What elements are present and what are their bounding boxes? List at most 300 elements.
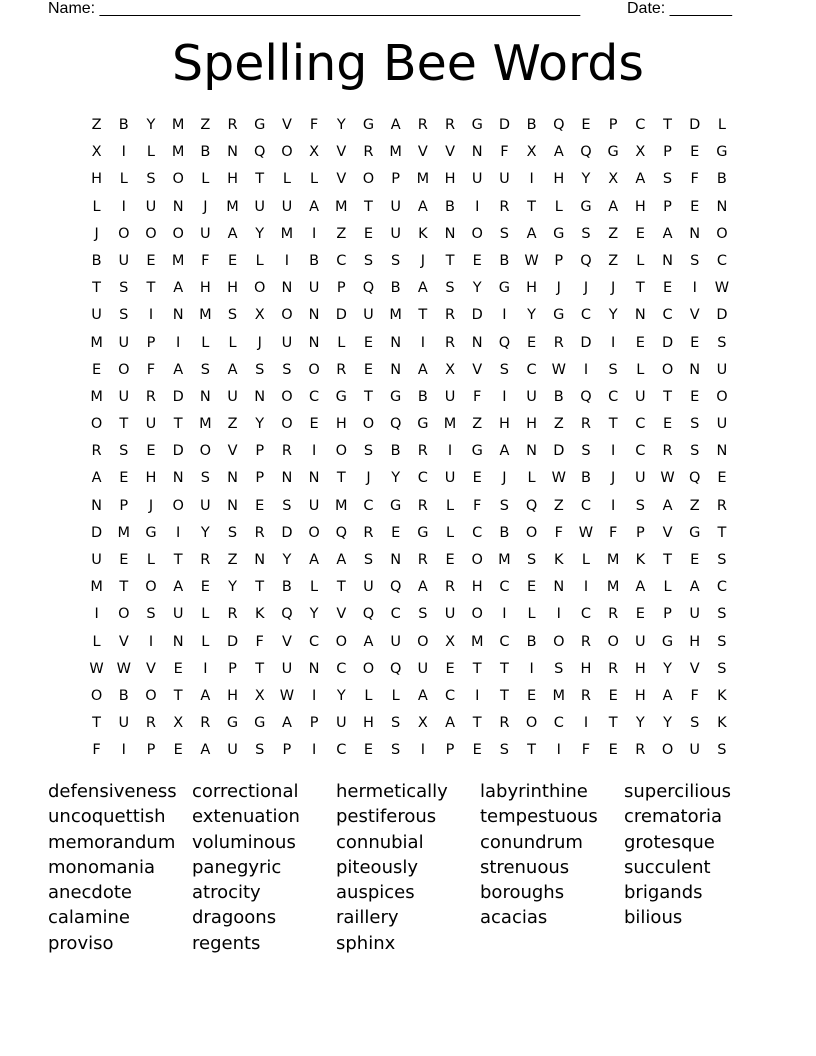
grid-letter[interactable]: D (661, 334, 674, 351)
grid-letter[interactable]: E (472, 742, 482, 759)
grid-letter[interactable]: L (310, 171, 319, 188)
grid-letter[interactable]: V (336, 606, 347, 623)
grid-letter[interactable]: U (227, 388, 238, 405)
grid-letter[interactable]: T (255, 171, 265, 188)
grid-letter[interactable]: O (118, 606, 130, 623)
grid-letter[interactable]: M (199, 307, 212, 324)
grid-letter[interactable]: C (363, 497, 374, 514)
grid-letter[interactable]: E (146, 443, 156, 460)
grid-letter[interactable]: U (526, 388, 537, 405)
grid-letter[interactable]: N (172, 198, 184, 215)
grid-letter[interactable]: M (226, 198, 239, 215)
grid-letter[interactable]: X (254, 307, 265, 324)
grid-letter[interactable]: T (527, 742, 537, 759)
grid-letter[interactable]: T (173, 552, 183, 568)
grid-letter[interactable]: F (309, 117, 319, 133)
grid-letter[interactable]: D (226, 633, 239, 650)
grid-letter[interactable]: P (336, 280, 346, 297)
grid-letter[interactable]: R (254, 524, 265, 541)
grid-letter[interactable]: O (172, 171, 184, 188)
grid-letter[interactable]: Q (389, 416, 402, 433)
grid-letter[interactable]: O (145, 687, 157, 704)
grid-letter[interactable]: Z (472, 416, 483, 433)
grid-letter[interactable]: I (583, 715, 589, 732)
grid-letter[interactable]: F (581, 742, 591, 759)
grid-letter[interactable]: L (391, 687, 400, 704)
grid-letter[interactable]: X (91, 144, 102, 161)
grid-letter[interactable]: Z (553, 497, 564, 514)
grid-letter[interactable]: Z (608, 225, 619, 242)
grid-letter[interactable]: O (281, 144, 293, 161)
grid-letter[interactable]: L (337, 334, 346, 351)
grid-letter[interactable]: C (580, 497, 592, 514)
grid-letter[interactable]: K (554, 552, 564, 568)
grid-letter[interactable]: S (227, 307, 238, 324)
grid-letter[interactable]: R (417, 552, 428, 568)
grid-letter[interactable]: R (227, 606, 238, 623)
grid-letter[interactable]: L (310, 579, 319, 596)
grid-letter[interactable]: C (336, 660, 347, 677)
grid-letter[interactable]: S (635, 497, 645, 514)
grid-letter[interactable]: O (254, 280, 266, 297)
grid-letter[interactable]: T (336, 579, 346, 596)
grid-letter[interactable]: S (717, 742, 727, 759)
grid-letter[interactable]: N (471, 144, 483, 161)
grid-letter[interactable]: U (118, 334, 130, 351)
grid-letter[interactable]: Y (336, 117, 346, 133)
grid-letter[interactable]: B (445, 198, 455, 215)
grid-letter[interactable]: A (417, 687, 428, 704)
grid-letter[interactable]: M (606, 579, 620, 596)
grid-letter[interactable]: E (527, 579, 537, 596)
grid-letter[interactable]: S (200, 361, 210, 378)
grid-letter[interactable]: M (389, 307, 402, 324)
grid-letter[interactable]: T (364, 198, 373, 215)
grid-letter[interactable]: C (662, 307, 673, 324)
grid-letter[interactable]: O (471, 225, 483, 242)
grid-letter[interactable]: F (146, 361, 156, 378)
grid-letter[interactable]: E (92, 361, 102, 378)
grid-letter[interactable]: V (227, 443, 238, 460)
grid-letter[interactable]: C (309, 388, 320, 405)
grid-letter[interactable]: S (391, 252, 401, 269)
grid-letter[interactable]: E (119, 552, 129, 568)
grid-letter[interactable]: R (580, 416, 591, 433)
grid-letter[interactable]: Y (527, 307, 537, 324)
grid-letter[interactable]: U (118, 252, 130, 269)
grid-letter[interactable]: G (607, 144, 619, 161)
grid-letter[interactable]: H (145, 470, 157, 487)
grid-letter[interactable]: T (255, 660, 265, 677)
grid-letter[interactable]: H (444, 171, 456, 188)
grid-letter[interactable]: A (417, 361, 428, 378)
grid-letter[interactable]: M (171, 252, 185, 269)
grid-letter[interactable]: I (502, 307, 507, 324)
grid-letter[interactable]: D (498, 117, 510, 133)
grid-letter[interactable]: C (635, 443, 646, 460)
grid-letter[interactable]: N (254, 552, 266, 568)
grid-letter[interactable]: G (580, 198, 592, 215)
grid-letter[interactable]: P (255, 470, 265, 487)
grid-letter[interactable]: R (608, 606, 619, 623)
grid-letter[interactable]: A (662, 687, 673, 704)
grid-letter[interactable]: S (255, 742, 265, 759)
grid-letter[interactable]: N (172, 633, 184, 650)
grid-letter[interactable]: N (553, 579, 565, 596)
grid-letter[interactable]: H (199, 280, 211, 297)
grid-letter[interactable]: D (91, 524, 103, 541)
grid-letter[interactable]: H (227, 687, 238, 704)
grid-letter[interactable]: H (91, 171, 103, 188)
grid-letter[interactable]: U (390, 225, 401, 242)
grid-letter[interactable]: L (663, 579, 672, 596)
grid-letter[interactable]: B (526, 117, 537, 133)
grid-letter[interactable]: B (91, 252, 102, 269)
grid-letter[interactable]: J (203, 198, 208, 215)
grid-letter[interactable]: Y (200, 524, 210, 541)
grid-letter[interactable]: N (172, 307, 184, 324)
grid-letter[interactable]: J (502, 470, 507, 487)
grid-letter[interactable]: N (444, 225, 456, 242)
grid-letter[interactable]: N (308, 660, 320, 677)
grid-letter[interactable]: L (201, 633, 210, 650)
grid-letter[interactable]: V (336, 144, 347, 161)
grid-letter[interactable]: C (580, 307, 592, 324)
grid-letter[interactable]: D (580, 334, 592, 351)
grid-letter[interactable]: E (635, 225, 645, 242)
grid-letter[interactable]: P (663, 198, 672, 215)
grid-letter[interactable]: Z (227, 552, 238, 568)
grid-letter[interactable]: U (200, 225, 211, 242)
grid-letter[interactable]: S (554, 660, 564, 677)
grid-letter[interactable]: L (527, 470, 536, 487)
grid-letter[interactable]: E (690, 144, 700, 161)
grid-letter[interactable]: S (717, 606, 727, 623)
grid-letter[interactable]: U (118, 715, 130, 732)
grid-letter[interactable]: O (90, 687, 103, 704)
grid-letter[interactable]: S (499, 225, 510, 242)
grid-letter[interactable]: Y (635, 715, 645, 732)
grid-letter[interactable]: H (363, 715, 374, 732)
grid-letter[interactable]: O (308, 361, 320, 378)
grid-letter[interactable]: S (581, 225, 591, 242)
grid-letter[interactable]: B (417, 388, 428, 405)
grid-letter[interactable]: X (635, 144, 646, 161)
grid-letter[interactable]: Y (663, 715, 672, 732)
grid-letter[interactable]: I (475, 198, 480, 215)
grid-letter[interactable]: U (390, 198, 401, 215)
grid-letter[interactable]: K (635, 552, 646, 568)
grid-letter[interactable]: A (390, 117, 401, 133)
grid-letter[interactable]: T (445, 252, 455, 269)
grid-letter[interactable]: C (580, 606, 592, 623)
grid-letter[interactable]: X (526, 144, 537, 161)
grid-letter[interactable]: L (146, 144, 156, 161)
grid-letter[interactable]: R (417, 497, 428, 514)
grid-letter[interactable]: O (145, 579, 157, 596)
grid-letter[interactable]: I (475, 687, 480, 704)
grid-letter[interactable]: A (91, 470, 102, 487)
grid-letter[interactable]: H (553, 171, 565, 188)
grid-letter[interactable]: Q (689, 470, 701, 487)
grid-letter[interactable]: L (146, 552, 156, 568)
grid-letter[interactable]: Z (689, 497, 700, 514)
grid-letter[interactable]: A (363, 633, 374, 650)
grid-letter[interactable]: T (173, 416, 183, 433)
grid-letter[interactable]: G (417, 416, 429, 433)
grid-letter[interactable]: U (335, 715, 347, 732)
grid-letter[interactable]: J (556, 280, 561, 297)
grid-letter[interactable]: A (662, 225, 673, 242)
grid-letter[interactable]: L (445, 524, 455, 541)
grid-letter[interactable]: S (119, 443, 129, 460)
grid-letter[interactable]: S (690, 416, 700, 433)
grid-letter[interactable]: N (634, 307, 646, 324)
grid-letter[interactable]: C (472, 524, 483, 541)
grid-letter[interactable]: T (472, 715, 482, 732)
grid-letter[interactable]: U (635, 388, 646, 405)
grid-letter[interactable]: R (227, 117, 238, 133)
grid-letter[interactable]: E (690, 198, 700, 215)
grid-letter[interactable]: L (717, 117, 726, 133)
grid-letter[interactable]: F (255, 633, 264, 650)
grid-letter[interactable]: B (499, 524, 510, 541)
grid-letter[interactable]: O (281, 307, 293, 324)
grid-letter[interactable]: O (362, 416, 375, 433)
grid-letter[interactable]: M (498, 552, 511, 568)
grid-letter[interactable]: E (227, 252, 238, 269)
grid-letter[interactable]: I (529, 660, 534, 677)
grid-letter[interactable]: S (717, 552, 727, 568)
grid-letter[interactable]: E (445, 660, 455, 677)
grid-letter[interactable]: Q (362, 606, 375, 623)
grid-letter[interactable]: N (91, 497, 103, 514)
grid-letter[interactable]: N (390, 552, 402, 568)
grid-letter[interactable]: C (499, 579, 510, 596)
grid-letter[interactable]: O (281, 388, 293, 405)
grid-letter[interactable]: O (335, 443, 347, 460)
grid-letter[interactable]: E (662, 416, 673, 433)
grid-letter[interactable]: Y (663, 660, 672, 677)
grid-letter[interactable]: X (445, 633, 455, 650)
grid-letter[interactable]: O (172, 225, 184, 242)
grid-letter[interactable]: C (499, 633, 510, 650)
grid-letter[interactable]: W (551, 361, 566, 378)
grid-letter[interactable]: E (146, 252, 156, 269)
grid-letter[interactable]: Y (282, 552, 292, 568)
grid-letter[interactable]: I (692, 280, 697, 297)
grid-letter[interactable]: E (363, 334, 374, 351)
grid-letter[interactable]: O (362, 171, 375, 188)
grid-letter[interactable]: N (308, 334, 320, 351)
grid-letter[interactable]: V (689, 307, 700, 324)
grid-letter[interactable]: O (199, 443, 212, 460)
grid-letter[interactable]: I (583, 579, 589, 596)
grid-letter[interactable]: U (308, 497, 320, 514)
grid-letter[interactable]: L (228, 334, 237, 351)
grid-letter[interactable]: J (148, 497, 154, 514)
grid-letter[interactable]: J (94, 225, 99, 242)
grid-letter[interactable]: E (391, 524, 401, 541)
grid-letter[interactable]: N (281, 470, 293, 487)
grid-letter[interactable]: L (255, 252, 264, 269)
grid-letter[interactable]: P (309, 715, 319, 732)
grid-letter[interactable]: F (500, 144, 509, 161)
grid-letter[interactable]: T (635, 280, 645, 297)
grid-letter[interactable]: O (525, 715, 538, 732)
grid-letter[interactable]: U (417, 660, 429, 677)
grid-letter[interactable]: P (255, 443, 265, 460)
grid-letter[interactable]: Y (228, 579, 237, 596)
grid-letter[interactable]: U (444, 470, 456, 487)
grid-letter[interactable]: I (611, 334, 616, 351)
grid-letter[interactable]: N (662, 252, 673, 269)
grid-letter[interactable]: T (527, 198, 537, 215)
grid-letter[interactable]: J (366, 470, 371, 487)
grid-letter[interactable]: H (580, 660, 592, 677)
grid-letter[interactable]: I (420, 742, 425, 759)
grid-letter[interactable]: O (335, 633, 347, 650)
grid-letter[interactable]: N (716, 198, 728, 215)
grid-letter[interactable]: U (308, 280, 320, 297)
grid-letter[interactable]: T (92, 715, 102, 732)
grid-letter[interactable]: C (716, 252, 727, 269)
grid-letter[interactable]: S (717, 334, 727, 351)
grid-letter[interactable]: R (281, 443, 292, 460)
grid-letter[interactable]: R (145, 388, 156, 405)
grid-letter[interactable]: U (716, 416, 728, 433)
grid-letter[interactable]: F (201, 252, 210, 269)
grid-letter[interactable]: L (282, 171, 291, 188)
grid-letter[interactable]: V (281, 633, 292, 650)
grid-letter[interactable]: X (445, 361, 455, 378)
grid-letter[interactable]: B (118, 687, 129, 704)
grid-letter[interactable]: S (526, 552, 537, 568)
grid-letter[interactable]: A (526, 225, 537, 242)
grid-letter[interactable]: H (471, 579, 483, 596)
grid-letter[interactable]: T (364, 388, 373, 405)
grid-letter[interactable]: B (716, 171, 727, 188)
grid-letter[interactable]: M (280, 225, 294, 242)
grid-letter[interactable]: R (91, 443, 102, 460)
grid-letter[interactable]: N (281, 280, 293, 297)
grid-letter[interactable]: N (227, 470, 238, 487)
grid-letter[interactable]: D (471, 307, 483, 324)
grid-letter[interactable]: B (281, 579, 292, 596)
grid-letter[interactable]: U (499, 171, 510, 188)
grid-letter[interactable]: S (608, 361, 618, 378)
grid-letter[interactable]: S (146, 171, 156, 188)
grid-letter[interactable]: M (389, 144, 402, 161)
grid-letter[interactable]: K (717, 715, 727, 732)
grid-letter[interactable]: I (284, 252, 290, 269)
grid-letter[interactable]: I (311, 225, 317, 242)
grid-letter[interactable]: U (390, 633, 401, 650)
grid-letter[interactable]: I (311, 742, 317, 759)
grid-letter[interactable]: C (716, 579, 727, 596)
grid-letter[interactable]: U (281, 660, 293, 677)
grid-letter[interactable]: R (499, 715, 510, 732)
grid-letter[interactable]: T (663, 117, 672, 133)
grid-letter[interactable]: F (473, 497, 482, 514)
grid-letter[interactable]: N (308, 470, 320, 487)
grid-letter[interactable]: P (228, 660, 237, 677)
grid-letter[interactable]: K (254, 606, 265, 623)
grid-letter[interactable]: R (363, 524, 374, 541)
grid-letter[interactable]: I (611, 497, 616, 514)
grid-letter[interactable]: C (444, 687, 456, 704)
grid-letter[interactable]: R (499, 198, 510, 215)
grid-letter[interactable]: I (529, 171, 534, 188)
grid-letter[interactable]: U (716, 361, 728, 378)
grid-letter[interactable]: I (148, 633, 154, 650)
grid-letter[interactable]: Z (227, 416, 238, 433)
grid-letter[interactable]: G (498, 280, 511, 297)
grid-letter[interactable]: I (611, 443, 616, 460)
grid-letter[interactable]: V (118, 633, 129, 650)
grid-letter[interactable]: N (689, 361, 701, 378)
grid-letter[interactable]: G (335, 388, 347, 405)
grid-letter[interactable]: S (662, 171, 673, 188)
grid-letter[interactable]: E (363, 361, 374, 378)
grid-letter[interactable]: C (526, 361, 537, 378)
grid-letter[interactable]: Y (472, 280, 482, 297)
grid-letter[interactable]: U (471, 171, 483, 188)
grid-letter[interactable]: U (444, 606, 456, 623)
grid-letter[interactable]: L (92, 198, 101, 215)
grid-letter[interactable]: O (661, 742, 674, 759)
grid-letter[interactable]: A (309, 552, 320, 568)
grid-letter[interactable]: G (362, 117, 375, 133)
grid-letter[interactable]: S (418, 606, 428, 623)
grid-letter[interactable]: M (470, 633, 484, 650)
grid-letter[interactable]: G (254, 715, 266, 732)
grid-letter[interactable]: I (176, 524, 181, 541)
grid-letter[interactable]: B (499, 252, 510, 269)
grid-letter[interactable]: O (716, 388, 728, 405)
grid-letter[interactable]: P (554, 252, 564, 269)
grid-letter[interactable]: L (92, 633, 101, 650)
grid-letter[interactable]: K (717, 687, 727, 704)
grid-letter[interactable]: L (636, 361, 645, 378)
grid-letter[interactable]: W (116, 660, 131, 677)
grid-letter[interactable]: O (471, 552, 483, 568)
grid-letter[interactable]: L (201, 606, 210, 623)
grid-letter[interactable]: Y (336, 687, 346, 704)
grid-letter[interactable]: H (689, 633, 701, 650)
grid-letter[interactable]: S (363, 252, 374, 269)
grid-letter[interactable]: L (636, 252, 645, 269)
grid-letter[interactable]: U (689, 606, 701, 623)
grid-letter[interactable]: M (90, 334, 103, 351)
grid-letter[interactable]: V (146, 660, 156, 677)
grid-letter[interactable]: Y (146, 117, 156, 133)
grid-letter[interactable]: S (255, 361, 265, 378)
grid-letter[interactable]: E (255, 497, 265, 514)
grid-letter[interactable]: S (717, 633, 727, 650)
grid-letter[interactable]: T (717, 524, 727, 541)
grid-letter[interactable]: W (660, 470, 675, 487)
grid-letter[interactable]: T (608, 715, 618, 732)
grid-letter[interactable]: S (282, 497, 292, 514)
grid-letter[interactable]: T (92, 280, 102, 297)
grid-letter[interactable]: P (663, 606, 672, 623)
grid-letter[interactable]: E (527, 334, 537, 351)
grid-letter[interactable]: S (391, 715, 401, 732)
grid-letter[interactable]: O (118, 361, 130, 378)
grid-letter[interactable]: I (121, 198, 126, 215)
grid-letter[interactable]: H (634, 687, 646, 704)
